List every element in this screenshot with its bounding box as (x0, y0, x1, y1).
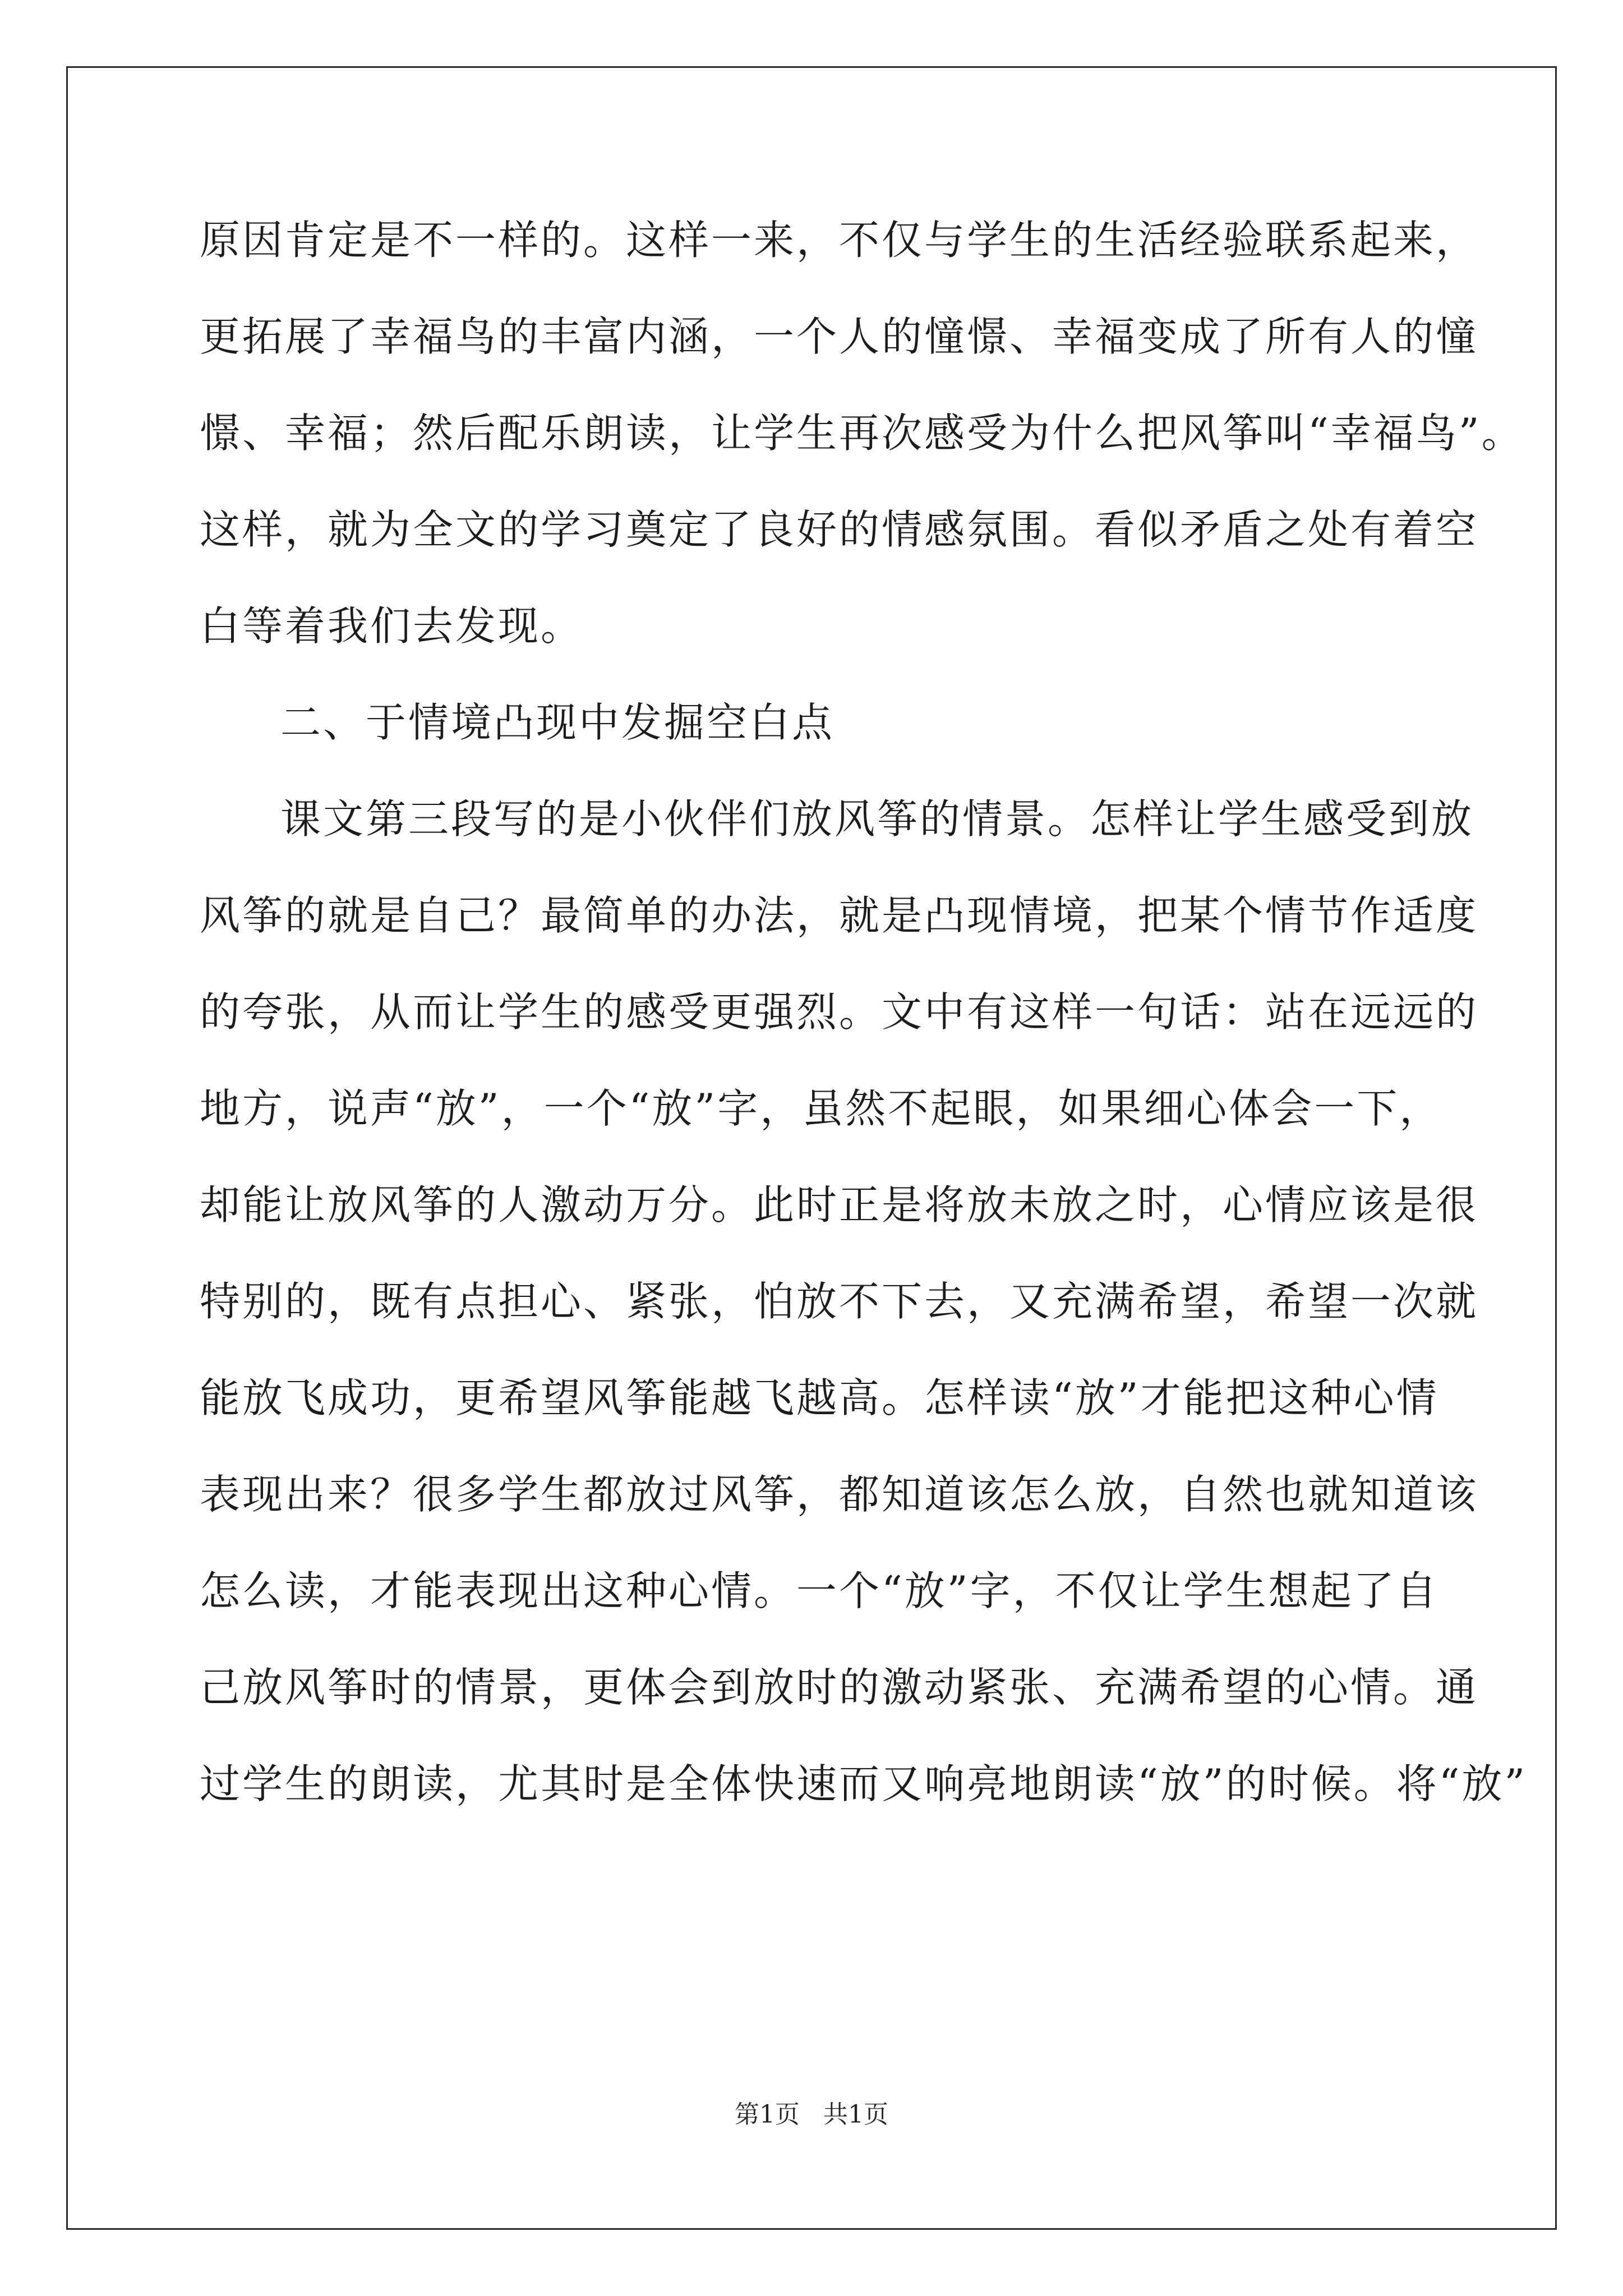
text-line-2: 更拓展了幸福鸟的丰富内涵，一个人的憧憬、幸福变成了所有人的憧 (200, 313, 1479, 360)
text-line-12: 特别的，既有点担心、紧张，怕放不下去，又充满希望，希望一次就 (200, 1278, 1479, 1325)
text-line-17: 过学生的朗读，尤其时是全体快速而又响亮地朗读“放”的时候。将“放” (200, 1760, 1528, 1807)
page-number-footer: 第1页 共1页 (735, 2100, 888, 2129)
section-heading: 二、于情境凸现中发掘空白点 (280, 699, 835, 746)
text-line-7: 课文第三段写的是小伙伴们放风筝的情景。怎样让学生感受到放 (280, 795, 1474, 843)
text-line-11: 却能让放风筝的人激动万分。此时正是将放未放之时，心情应该是很 (200, 1181, 1479, 1228)
text-line-14: 表现出来？很多学生都放过风筝，都知道该怎么放，自然也就知道该 (200, 1471, 1479, 1518)
text-line-9: 的夸张，从而让学生的感受更强烈。文中有这样一句话：站在远远的 (200, 988, 1479, 1036)
text-line-8: 风筝的就是自己？最简单的办法，就是凸现情境，把某个情节作适度 (200, 892, 1479, 939)
text-line-1: 原因肯定是不一样的。这样一来，不仅与学生的生活经验联系起来， (200, 217, 1479, 264)
text-line-16: 己放风筝时的情景，更体会到放时的激动紧张、充满希望的心情。通 (200, 1664, 1479, 1711)
text-line-15: 怎么读，才能表现出这种心情。一个“放”字，不仅让学生想起了自 (200, 1567, 1439, 1614)
text-line-5: 白等着我们去发现。 (200, 602, 584, 650)
text-line-3: 憬、幸福；然后配乐朗读，让学生再次感受为什么把风筝叫“幸福鸟”。 (200, 409, 1524, 457)
document-body (200, 212, 1528, 1852)
text-line-4: 这样，就为全文的学习奠定了良好的情感氛围。看似矛盾之处有着空 (200, 506, 1479, 553)
text-line-13: 能放飞成功，更希望风筝能越飞越高。怎样读“放”才能把这种心情 (200, 1374, 1439, 1421)
text-line-10: 地方，说声“放”，一个“放”字，虽然不起眼，如果细心体会一下， (200, 1085, 1442, 1132)
